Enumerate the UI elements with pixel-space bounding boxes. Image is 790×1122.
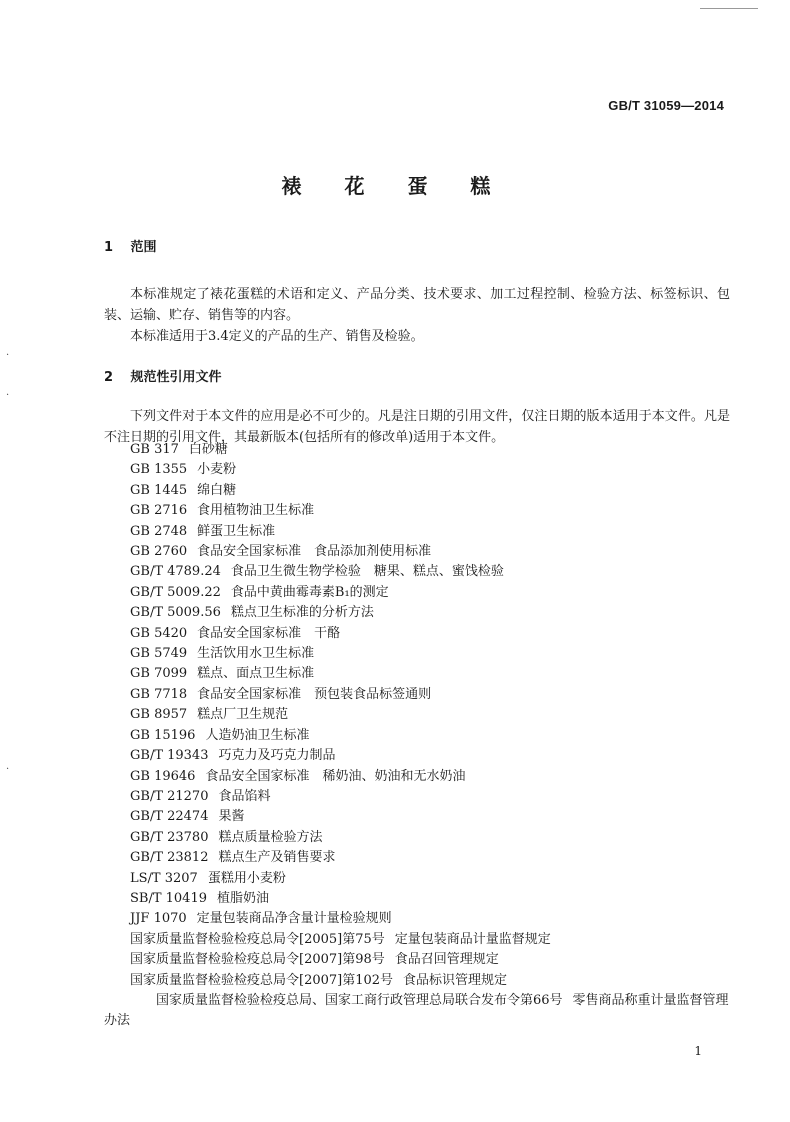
- reference-code: GB/T 5009.56: [130, 605, 221, 621]
- section-title: 范围: [130, 240, 157, 255]
- reference-title: 生活饮用水卫生标准: [197, 646, 315, 662]
- reference-title: 植脂奶油: [217, 890, 270, 906]
- reference-title: 糕点质量检验方法: [218, 829, 323, 845]
- standard-code: GB/T 31059—2014: [608, 98, 724, 113]
- reference-code: GB/T 21270: [130, 788, 209, 804]
- section-heading-scope: [104, 236, 157, 255]
- reference-item: [130, 664, 730, 684]
- reference-title: 食品卫生微生物学检验 糖果、糕点、蜜饯检验: [230, 564, 504, 580]
- section-number: 2: [104, 370, 114, 385]
- reference-title: 食品馅料: [218, 788, 271, 804]
- reference-code: JJF 1070: [130, 911, 187, 927]
- reference-title: 糕点、面点卫生标准: [197, 666, 315, 682]
- reference-item: [130, 746, 730, 766]
- reference-code: GB 2760: [130, 544, 188, 560]
- references-intro-paragraph: 下列文件对于本文件的应用是必不可少的。凡是注日期的引用文件，仅注日期的版本适用于本文件。凡是不注日期的引用文件，其最新版本(包括所有的修改单)适用于本文件。: [104, 409, 730, 445]
- scan-speck: ·: [6, 390, 10, 401]
- reference-title: 糕点卫生标准的分析方法: [230, 605, 374, 621]
- reference-code: GB 15196: [130, 727, 196, 743]
- reference-code: GB/T 23812: [130, 850, 209, 866]
- reference-code: GB/T 5009.22: [130, 584, 221, 600]
- reference-item: [130, 685, 730, 705]
- reference-title: 零售商品称重计量监督管理办法: [104, 992, 729, 1029]
- reference-item: [130, 603, 730, 623]
- top-rule: [700, 8, 758, 9]
- reference-item: [130, 726, 730, 746]
- section-number: 1: [104, 240, 114, 255]
- scope-paragraph-1: 本标准规定了裱花蛋糕的术语和定义、产品分类、技术要求、加工过程控制、检验方法、标签标识、包装、运输、贮存、销售等的内容。: [104, 287, 730, 323]
- reference-title: 食品标识管理规定: [403, 972, 508, 988]
- reference-title: 鲜蛋卫生标准: [197, 523, 276, 539]
- reference-item: [130, 869, 730, 889]
- reference-title: 食品中黄曲霉毒素B₁的测定: [230, 584, 389, 600]
- section-title: 规范性引用文件: [130, 370, 222, 385]
- reference-title: 果酱: [218, 809, 245, 825]
- reference-title: 蛋糕用小麦粉: [207, 870, 286, 886]
- reference-code: GB 2748: [130, 523, 188, 539]
- reference-item: [130, 481, 730, 501]
- reference-title: 食品安全国家标准 预包装食品标签通则: [197, 686, 432, 702]
- reference-item: [130, 440, 730, 460]
- reference-item: [130, 624, 730, 644]
- reference-code: GB 1355: [130, 462, 188, 478]
- reference-item: [130, 542, 730, 562]
- reference-code: GB 2716: [130, 503, 188, 519]
- reference-title: 绵白糖: [197, 482, 237, 498]
- reference-code: LS/T 3207: [130, 870, 198, 886]
- reference-code: GB/T 4789.24: [130, 564, 221, 580]
- reference-item: [130, 644, 730, 664]
- reference-code: GB 7099: [130, 666, 188, 682]
- reference-list: [104, 440, 730, 1032]
- reference-code: GB 7718: [130, 686, 188, 702]
- reference-item: [130, 460, 730, 480]
- reference-title: 食用植物油卫生标准: [197, 503, 315, 519]
- reference-title: 糕点生产及销售要求: [218, 850, 336, 866]
- reference-item: [130, 522, 730, 542]
- page-number: 1: [694, 1044, 702, 1058]
- reference-item: [130, 562, 730, 582]
- reference-item: [130, 767, 730, 787]
- reference-title: 人造奶油卫生标准: [205, 727, 310, 743]
- reference-item: [130, 930, 730, 950]
- reference-item: [130, 971, 730, 991]
- reference-item: [130, 828, 730, 848]
- reference-title: 食品安全国家标准 干酪: [197, 625, 341, 641]
- reference-code: GB/T 22474: [130, 809, 209, 825]
- reference-code: 国家质量监督检验检疫总局令[2007]第102号: [130, 972, 394, 988]
- reference-title: 定量包装商品计量监督规定: [394, 931, 551, 947]
- reference-code: 国家质量监督检验检疫总局令[2005]第75号: [130, 931, 385, 947]
- reference-title: 定量包装商品净含量计量检验规则: [196, 911, 392, 927]
- reference-item: [130, 848, 730, 868]
- document-title: 裱 花 蛋 糕: [281, 174, 509, 198]
- reference-item: [130, 583, 730, 603]
- reference-item: [130, 909, 730, 929]
- scan-speck: ·: [6, 764, 10, 775]
- reference-item: [130, 787, 730, 807]
- reference-code: GB 8957: [130, 707, 188, 723]
- reference-code: GB 317: [130, 442, 179, 457]
- reference-title: 糕点厂卫生规范: [197, 707, 289, 723]
- reference-code: 国家质量监督检验检疫总局、国家工商行政管理总局联合发布令第66号: [156, 992, 563, 1008]
- section-heading-normative-references: [104, 366, 222, 385]
- reference-code: GB/T 23780: [130, 829, 209, 845]
- reference-title: 巧克力及巧克力制品: [218, 748, 336, 764]
- reference-title: 白砂糖: [188, 442, 228, 457]
- reference-item: [130, 705, 730, 725]
- reference-title: 食品安全国家标准 稀奶油、奶油和无水奶油: [205, 768, 466, 784]
- reference-code: SB/T 10419: [130, 890, 207, 906]
- reference-title: 食品召回管理规定: [394, 952, 499, 968]
- reference-code: 国家质量监督检验检疫总局令[2007]第98号: [130, 952, 385, 968]
- reference-title: 食品安全国家标准 食品添加剂使用标准: [197, 544, 432, 560]
- reference-code: GB 1445: [130, 482, 188, 498]
- reference-code: GB 19646: [130, 768, 196, 784]
- reference-code: GB 5420: [130, 625, 188, 641]
- reference-code: GB/T 19343: [130, 748, 209, 764]
- scope-paragraph-2: 本标准适用于3.4定义的产品的生产、销售及检验。: [130, 329, 424, 344]
- reference-item: [104, 991, 730, 1032]
- reference-item: [130, 889, 730, 909]
- reference-code: GB 5749: [130, 646, 188, 662]
- reference-item: [130, 501, 730, 521]
- reference-item: [130, 950, 730, 970]
- scan-speck: ·: [6, 350, 10, 361]
- reference-item: [130, 807, 730, 827]
- reference-title: 小麦粉: [197, 462, 237, 478]
